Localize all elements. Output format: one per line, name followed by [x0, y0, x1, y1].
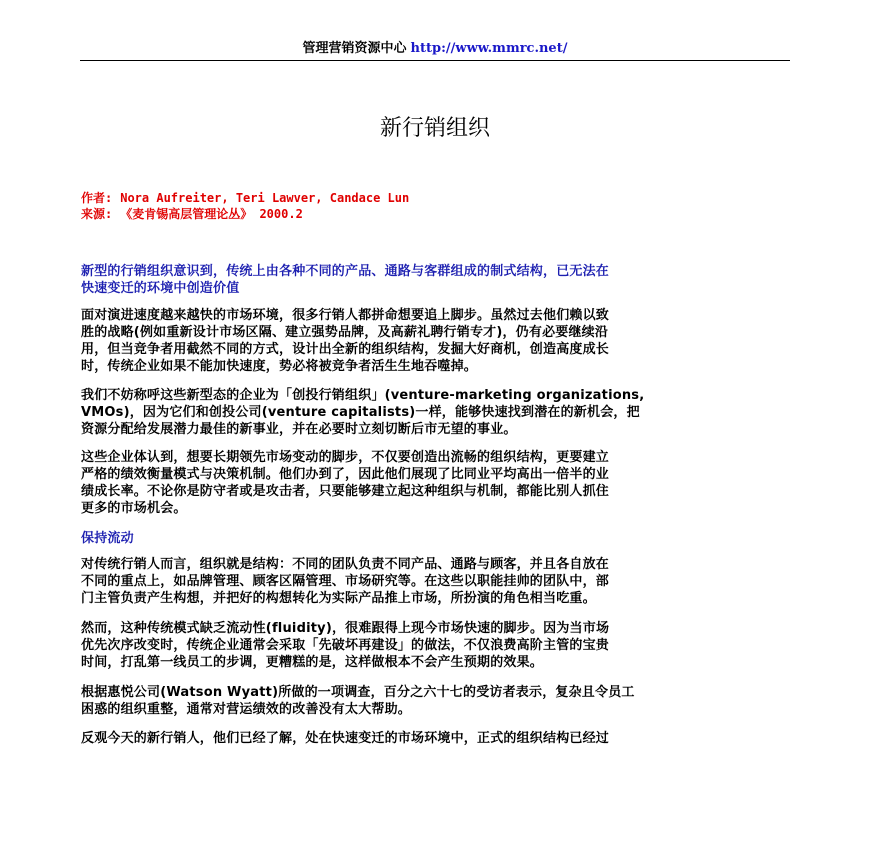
intro-line: 快速变迁的环境中创造价值 — [81, 281, 240, 296]
paragraph — [81, 620, 793, 671]
paragraph — [81, 730, 793, 747]
paragraph-line: 用，但当竞争者用截然不同的方式，设计出全新的组织结构，发掘大好商机，创造高度成长 — [81, 342, 610, 357]
page-header — [0, 40, 870, 58]
paragraph-line: 我们不妨称呼这些新型态的企业为「创投行销组织」(venture-marketing organizations, — [81, 388, 645, 403]
paragraph-line: 时，传统企业如果不能加快速度，势必将被竞争者活生生地吞噬掉。 — [81, 359, 478, 374]
paragraph-line: 时间，打乱第一线员工的步调，更糟糕的是，这样做根本不会产生预期的效果。 — [81, 655, 544, 670]
header-org-name: 管理营销资源中心 — [302, 41, 407, 56]
header-divider — [80, 60, 790, 61]
paragraph — [81, 556, 793, 607]
article-title: 新行销组织 — [379, 116, 490, 141]
paragraph — [81, 307, 793, 375]
intro-summary — [81, 263, 793, 297]
author-label: 作者: — [81, 191, 113, 205]
paragraph-line: 根据惠悦公司(Watson Wyatt)所做的一项调查，百分之六十七的受访者表示，复杂且令员工 — [81, 685, 635, 700]
paragraph-line: 优先次序改变时，传统企业通常会采取「先破坏再建设」的做法，不仅浪费高阶主管的宝贵 — [81, 638, 610, 653]
section-heading: 保持流动 — [81, 531, 134, 546]
paragraph-line: 胜的战略(例如重新设计市场区隔、建立强势品牌，及高薪礼聘行销专才)，仍有必要继续沿 — [81, 325, 609, 340]
source-line — [81, 206, 303, 222]
paragraph-line: 然而，这种传统模式缺乏流动性(fluidity)，很难跟得上现今市场快速的脚步。因为当市场 — [81, 621, 610, 636]
paragraph-line: 严格的绩效衡量模式与决策机制。他们办到了，因此他们展现了比同业平均高出一倍半的业 — [81, 467, 610, 482]
paragraph-line: 绩成长率。不论你是防守者或是攻击者，只要能够建立起这种组织与机制，都能比别人抓住 — [81, 484, 610, 499]
paragraph-line: 对传统行销人而言，组织就是结构：不同的团队负责不同产品、通路与顾客，并且各自放在 — [81, 557, 610, 572]
paragraph — [81, 387, 793, 438]
paragraph-line: 更多的市场机会。 — [81, 501, 187, 516]
author-value: Nora Aufreiter, Teri Lawver, Candace Lun — [120, 191, 410, 205]
source-label: 来源: — [81, 207, 113, 221]
paragraph-line: 困惑的组织重整，通常对营运绩效的改善没有太大帮助。 — [81, 702, 412, 717]
header-site-link[interactable]: http://www.mmrc.net/ — [410, 41, 568, 56]
paragraph-line: 不同的重点上，如品牌管理、顾客区隔管理、市场研究等。在这些以职能挂帅的团队中，部 — [81, 574, 610, 589]
paragraph-line: 面对演进速度越来越快的市场环境，很多行销人都拼命想要追上脚步。虽然过去他们赖以致 — [81, 308, 610, 323]
paragraph — [81, 449, 793, 517]
paragraph-line: 反观今天的新行销人，他们已经了解，处在快速变迁的市场环境中，正式的组织结构已经过 — [81, 731, 610, 746]
author-line — [81, 190, 409, 206]
paragraph-line: 资源分配给发展潜力最佳的新事业，并在必要时立刻切断后市无望的事业。 — [81, 422, 517, 437]
paragraph — [81, 684, 793, 718]
source-value: 《麦肯锡高层管理论丛》 2000.2 — [120, 207, 303, 221]
paragraph-line: 门主管负责产生构想，并把好的构想转化为实际产品推上市场，所扮演的角色相当吃重。 — [81, 591, 596, 606]
intro-line: 新型的行销组织意识到，传统上由各种不同的产品、通路与客群组成的制式结构，已无法在 — [81, 264, 610, 279]
paragraph-line: 这些企业体认到，想要长期领先市场变动的脚步，不仅要创造出流畅的组织结构，更要建立 — [81, 450, 610, 465]
paragraph-line: VMOs)，因为它们和创投公司(venture capitalists)一样，能够快速找到潜在的新机会，把 — [81, 405, 640, 420]
